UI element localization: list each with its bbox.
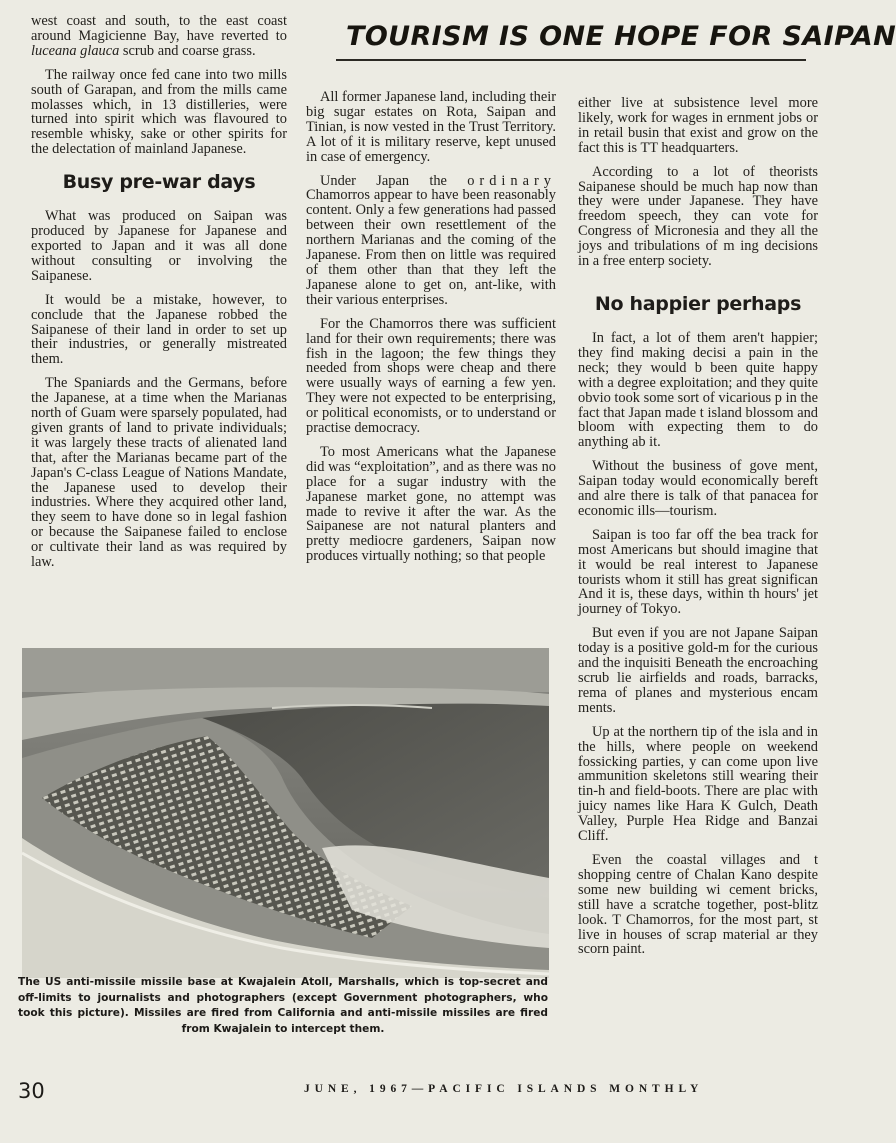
emphasised-word: ordinary	[467, 172, 556, 189]
page-number: 30	[18, 1079, 45, 1103]
text-run: scrub and coarse grass.	[119, 42, 256, 59]
body-paragraph: All former Japanese land, including their big sugar estates on Rota, Saipan and Tinian, is now vested in the Trust Territory. A lot of it is military reserve, kept unused in case of emergency.	[306, 89, 556, 165]
body-paragraph: What was produced on Saipan was produced by Japanese for Japanese and exported to Japan and it was all done without consulting or involving the Saipanese.	[31, 208, 287, 284]
article-headline: TOURISM IS ONE HOPE FOR SAIPAN	[346, 21, 896, 52]
aerial-photo-drawing	[22, 648, 549, 978]
article-column-2	[306, 90, 556, 573]
aerial-photo-kwajalein	[22, 648, 549, 978]
photo-caption: The US anti-missile missile base at Kwajalein Atoll, Marshalls, which is top-secret and off-limits to journalists and photographers (except Government photographers, who took this picture). Missiles are fired from California and anti-missile missiles are fired from Kwajalein to intercept them.	[18, 976, 548, 1035]
text-run: Under Japan the	[320, 172, 468, 189]
article-column-3	[578, 96, 818, 966]
body-paragraph: Without the business of gove ment, Saipan today would economically bereft and alre there is talk of that panacea for economic ills—tourism.	[578, 458, 818, 519]
body-paragraph	[31, 14, 287, 59]
body-paragraph: Up at the northern tip of the isla and in the hills, where people on weekend fossicking parties, y can come upon live ammunition skeletons still wearing their tin-h and field-boots. There are plac with juicy names like Hara K Gulch, Death Valley, Purple Hea Ridge and Banzai Cliff.	[578, 723, 818, 845]
subheading-no-happier-perhaps: No happier perhaps	[594, 292, 802, 315]
body-paragraph: It would be a mistake, however, to conclude that the Japanese robbed the Saipanese of their land in order to set up their industries, or generally mistreated them.	[31, 291, 287, 368]
body-paragraph: Saipan is too far off the bea track for most Americans but should imagine that it would be real interest to Japanese tourists whom it still has great significan And it is, these days, within th hours' jet journey of Tokyo.	[578, 526, 818, 618]
article-column-1	[31, 14, 287, 579]
text-run: west coast and south, to the east coast around Magicienne Bay, have reverted to	[31, 13, 287, 44]
headline-rule	[336, 59, 806, 61]
body-paragraph: In fact, a lot of them aren't happier; they find making decisi a pain in the neck; they would b been quite happy with a degree exploitation; and they quite obvio took some sort of vicarious p in the fact that Japan made t island blossom and bloom with expecting them to do anything ab it.	[578, 329, 818, 451]
body-paragraph: According to a lot of theorists Saipanese should be much hap now than they were under Japanese. They have freedom speech, they can vote for Congress of Micronesia and they all the joys and tribulations of m ing decisions in a free enterp society.	[578, 163, 818, 270]
body-paragraph: Even the coastal villages and t shopping centre of Chalan Kano despite some new building wi cement bricks, still have a scratche together, post-blitz look. T Chamorros, for the most part, st live in houses of scrap material ar they scorn paint.	[578, 851, 818, 958]
body-paragraph: The railway once fed cane into two mills south of Garapan, and from the mills came molasses which, in 13 distilleries, were turned into spirit which was flavoured to resemble whisky, sake or other spirits for the delectation of mainland Japanese.	[31, 66, 287, 158]
species-name: luceana glauca	[31, 42, 120, 59]
body-paragraph: But even if you are not Japane Saipan today is a positive gold-m for the curious and the inquisiti Beneath the encroaching scrub lie airfields and roads, barracks, rema of planes and mysterious encam ments.	[578, 625, 818, 716]
body-paragraph: To most Americans what the Japanese did was “exploitation”, and as there was no place for a sugar industry with the Japanese market gone, no attempt was made to revive it after the war. As the Saipanese are not natural planters and pretty mediocre gardeners, Saipan now produces virtually nothing; so that people	[306, 443, 556, 565]
subheading-busy-pre-war-days: Busy pre-war days	[62, 171, 256, 194]
body-paragraph: either live at subsistence level more likely, work for wages in ernment jobs or in retail busin that exist and grow on the fact this is TT headquarters.	[578, 95, 818, 156]
body-paragraph	[306, 174, 556, 308]
running-footer: JUNE, 1967—PACIFIC ISLANDS MONTHLY	[304, 1083, 704, 1095]
text-run: Chamorros appear to have been reasonably content. Only a few generations had passed between their own resettlement of the northern Marianas and the coming of the Japanese. From then on little was required of them other than that they left the Japanese alone to get on, ant-like, with their various enterprises.	[306, 187, 556, 308]
body-paragraph: The Spaniards and the Germans, before the Japanese, at a time when the Marianas north of Guam were sparsely populated, had given grants of land to private individuals; it was largely these tracts of alienated land that, after the Marianas became part of the Japan's C-class League of Nations Mandate, the Japanese used to develop their industries. Where they acquired other land, they seem to have done so in legal fashion or because the Saipanese failed to enclose or cultivate their land as was required by law.	[31, 375, 287, 571]
body-paragraph: For the Chamorros there was sufficient land for their own requirements; there was fish in the lagoon; the few things they needed from shops were cheap and there were usually ways of earning a few yen. They were not expected to be enterprising, or political economists, or to understand or practise democracy.	[306, 315, 556, 437]
